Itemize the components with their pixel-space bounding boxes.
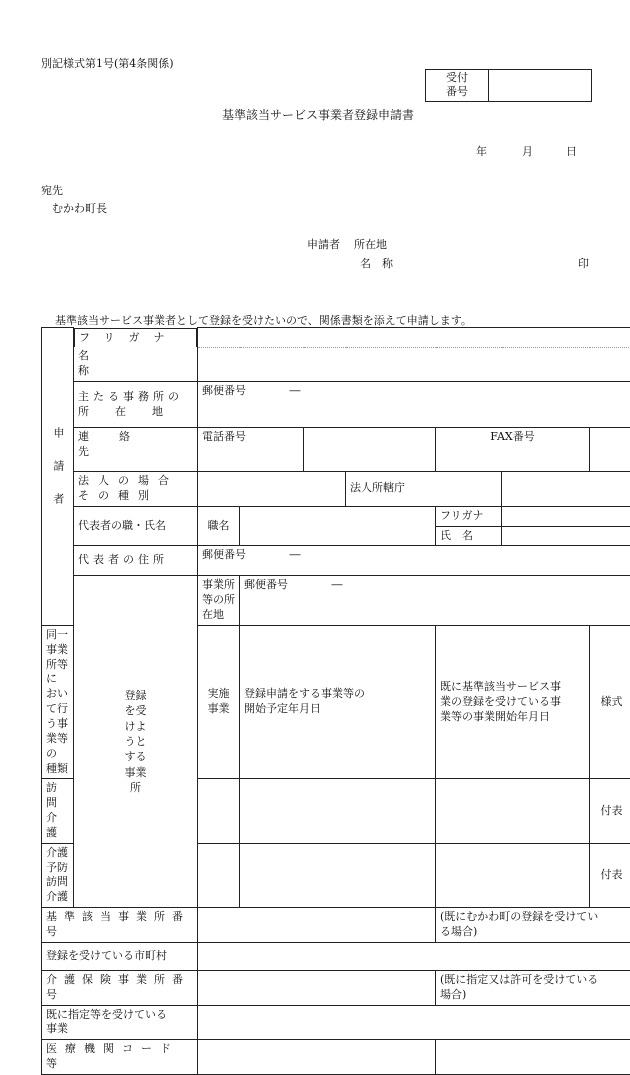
addressee: むかわ町長 [52, 200, 107, 216]
office-location-field[interactable] [240, 576, 630, 626]
care-office-no-field[interactable] [198, 970, 436, 1005]
postal-label-1: 郵便番号 [202, 384, 246, 397]
start-date-header [240, 625, 436, 778]
home-visit-existing-date[interactable] [436, 779, 590, 843]
implemented-line2: 事業 [202, 702, 235, 717]
job-title-label: 職名 [198, 506, 240, 546]
name-field[interactable] [198, 347, 630, 381]
medical-code-extra[interactable] [436, 1040, 630, 1075]
care-note-line2: 場合) [440, 988, 629, 1003]
fax-field[interactable] [590, 428, 630, 472]
designated-field[interactable] [198, 1005, 630, 1040]
standard-note [436, 908, 630, 943]
standard-note-line2: る場合) [440, 925, 629, 940]
existing-line2: 業の登録を受けている事 [440, 695, 585, 710]
rep-furigana-field[interactable] [502, 506, 630, 526]
existing-header [436, 625, 590, 778]
date-day[interactable]: 日 [566, 143, 577, 159]
main-office-line2: 所在地 [78, 405, 193, 420]
postal-dash-3: ― [332, 578, 343, 591]
care-office-no-text: 介護保険事業所番号 [46, 973, 190, 1001]
phone-field[interactable] [304, 428, 436, 472]
reception-box [425, 69, 592, 102]
corp-type-line1: 法人の場合 [78, 474, 193, 489]
rep-address-label [74, 546, 198, 576]
corp-office-label: 法人所轄庁 [346, 472, 502, 507]
designated-label [42, 1005, 198, 1040]
medical-code-label [42, 1040, 198, 1075]
rep-address-text: 代表者の住所 [78, 553, 168, 566]
reception-value[interactable] [489, 70, 591, 101]
prevent-visit-existing-date[interactable] [436, 843, 590, 907]
office-group-label [74, 576, 198, 908]
start-date-line2: 開始予定年月日 [244, 702, 431, 717]
applicant-group-label [42, 328, 74, 626]
postal-dash-1: ― [290, 384, 301, 397]
registered-city-field[interactable] [198, 942, 630, 970]
prevent-visit-start-date[interactable] [240, 843, 436, 907]
reception-label-line2: 番号 [426, 85, 488, 99]
applicant-role: 申請者 [307, 236, 340, 252]
date-year[interactable]: 年 [476, 143, 487, 159]
care-note [436, 970, 630, 1005]
reception-label [426, 70, 489, 101]
format-header: 様式 [590, 625, 630, 778]
furigana-field[interactable] [198, 328, 630, 348]
same-office-line1: 同一事業所等に [46, 628, 69, 687]
prevent-visit-implemented[interactable] [198, 843, 240, 907]
corp-type-line2: その種別 [78, 489, 193, 504]
applicant-location-label: 所在地 [354, 236, 387, 252]
main-office-label [74, 382, 198, 428]
main-office-line1: 主たる事務所の [78, 390, 193, 405]
existing-line1: 既に基準該当サービス事 [440, 680, 585, 695]
standard-office-no-text: 基準該当事業所番号 [46, 910, 190, 938]
rep-title-name-label: 代表者の職・氏名 [74, 506, 198, 546]
medical-code-text: 医療機関コード等 [46, 1042, 179, 1070]
rep-name-field[interactable] [502, 526, 630, 546]
standard-office-no-label [42, 908, 198, 943]
furigana-text: フリガナ [79, 331, 178, 346]
rep-name-label: 氏 名 [436, 526, 502, 546]
implemented-header [198, 625, 240, 778]
standard-note-line1: (既にむかわ町の登録を受けてい [440, 910, 629, 925]
page-title: 基準該当サービス事業者登録申請書 [222, 106, 414, 123]
job-title-field[interactable] [240, 506, 436, 546]
home-visit-start-date[interactable] [240, 779, 436, 843]
home-visit-label [42, 779, 74, 843]
designated-line1: 既に指定等を受けている [46, 1008, 193, 1023]
contact-label [74, 428, 198, 472]
seal-mark: 印 [578, 255, 589, 271]
fax-label: FAX番号 [436, 428, 590, 472]
date-month[interactable]: 月 [522, 143, 533, 159]
home-visit-format: 付表 [590, 779, 630, 843]
name-text: 名称 [78, 349, 161, 377]
applicant-group-text: 申請者 [50, 427, 65, 526]
home-visit-implemented[interactable] [198, 779, 240, 843]
medical-code-field[interactable] [198, 1040, 436, 1075]
same-office-line3: 種類 [46, 762, 69, 777]
main-office-field[interactable] [198, 382, 630, 428]
applicant-name-label: 名 称 [360, 255, 393, 271]
name-label [74, 347, 198, 381]
postal-dash-2: ― [290, 548, 301, 561]
rep-address-field[interactable] [198, 546, 630, 576]
phone-label: 電話番号 [198, 428, 304, 472]
standard-office-no-field[interactable] [198, 908, 436, 943]
addressee-label: 宛先 [41, 182, 63, 198]
same-office-line2: おいて行う事業等の [46, 687, 69, 761]
statement: 基準該当サービス事業者として登録を受けたいので、関係書類を添えて申請します。 [55, 312, 472, 328]
postal-label-2: 郵便番号 [202, 548, 246, 561]
rep-furigana-label: フリガナ [436, 506, 502, 526]
prevent-visit-format: 付表 [590, 843, 630, 907]
corp-office-field[interactable] [502, 472, 630, 507]
corp-type-label [74, 472, 198, 507]
postal-label-3: 郵便番号 [244, 578, 288, 591]
registered-city-label: 登録を受けている市町村 [42, 942, 198, 970]
furigana-label [74, 328, 197, 348]
corp-type-field[interactable] [198, 472, 346, 507]
form-number: 別記様式第1号(第4条関係) [41, 55, 174, 71]
home-visit-text: 訪問介護 [46, 781, 75, 839]
start-date-line1: 登録申請をする事業等の [244, 687, 431, 702]
office-location-label: 事業所等の所在地 [198, 576, 240, 626]
same-office-label [42, 625, 74, 778]
prevent-visit-label: 介護予防訪問介護 [42, 843, 74, 907]
designated-line2: 事業 [46, 1022, 193, 1037]
care-note-line1: (既に指定又は許可を受けている [440, 973, 629, 988]
care-office-no-label [42, 970, 198, 1005]
existing-line3: 業等の事業開始年月日 [440, 710, 585, 725]
reception-label-line1: 受付 [426, 71, 488, 85]
contact-text: 連絡先 [78, 430, 160, 458]
application-table [41, 327, 630, 1075]
office-group-text: 登録を受けようとする事業所 [122, 688, 150, 796]
implemented-line1: 実施 [202, 687, 235, 702]
